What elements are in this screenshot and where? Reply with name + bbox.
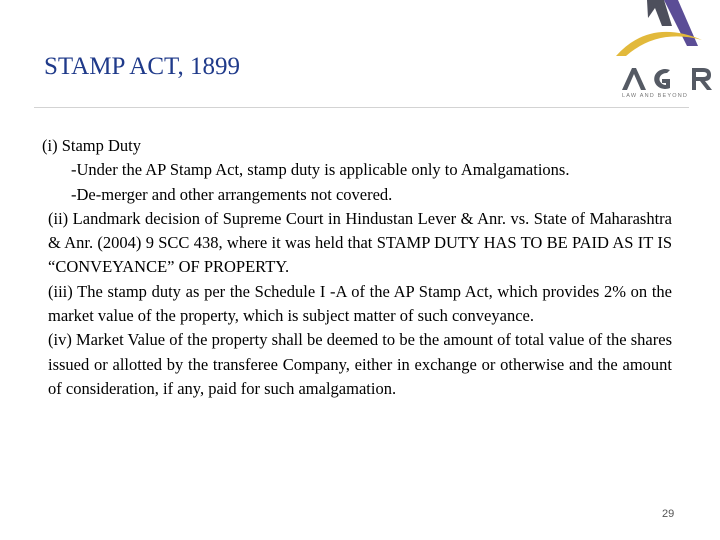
logo-letter-g-icon: [654, 69, 670, 89]
point-market-value: (iv) Market Value of the property shall be deemed to be the amount of total value of the shares issued or allotted by the transferee Company, either in exchange or otherwise and the amount of consideration, if any, paid for such amalgamation.: [48, 330, 672, 398]
logo-tagline: LAW AND BEYOND: [622, 93, 689, 99]
point-amalgamations: -Under the AP Stamp Act, stamp duty is applicable only to Amalgamations.: [71, 160, 570, 180]
title-divider: [34, 107, 689, 108]
point-schedule-rate: (iii) The stamp duty as per the Schedule I -A of the AP Stamp Act, which provides 2% on the market value of the property, which is subject matter of such conveyance.: [48, 281, 672, 326]
section-stamp-duty: (i) Stamp Duty: [42, 136, 141, 155]
slide-body: [42, 134, 672, 401]
agr-logo: [606, 0, 720, 100]
point-demerger: -De-merger and other arrangements not covered.: [71, 184, 393, 204]
logo-letter-r-icon: [692, 68, 712, 90]
logo-letter-a-icon: [622, 68, 646, 90]
point-landmark-decision: (ii) Landmark decision of Supreme Court in Hindustan Lever & Anr. vs. State of Maharashtra & Anr. (2004) 9 SCC 438, where it was held that STAMP DUTY HAS TO BE PAID AS IT IS “CONVEYANCE” OF PROPERTY.: [48, 208, 672, 277]
slide-title: STAMP ACT, 1899: [44, 53, 240, 80]
page-number: 29: [662, 508, 675, 520]
